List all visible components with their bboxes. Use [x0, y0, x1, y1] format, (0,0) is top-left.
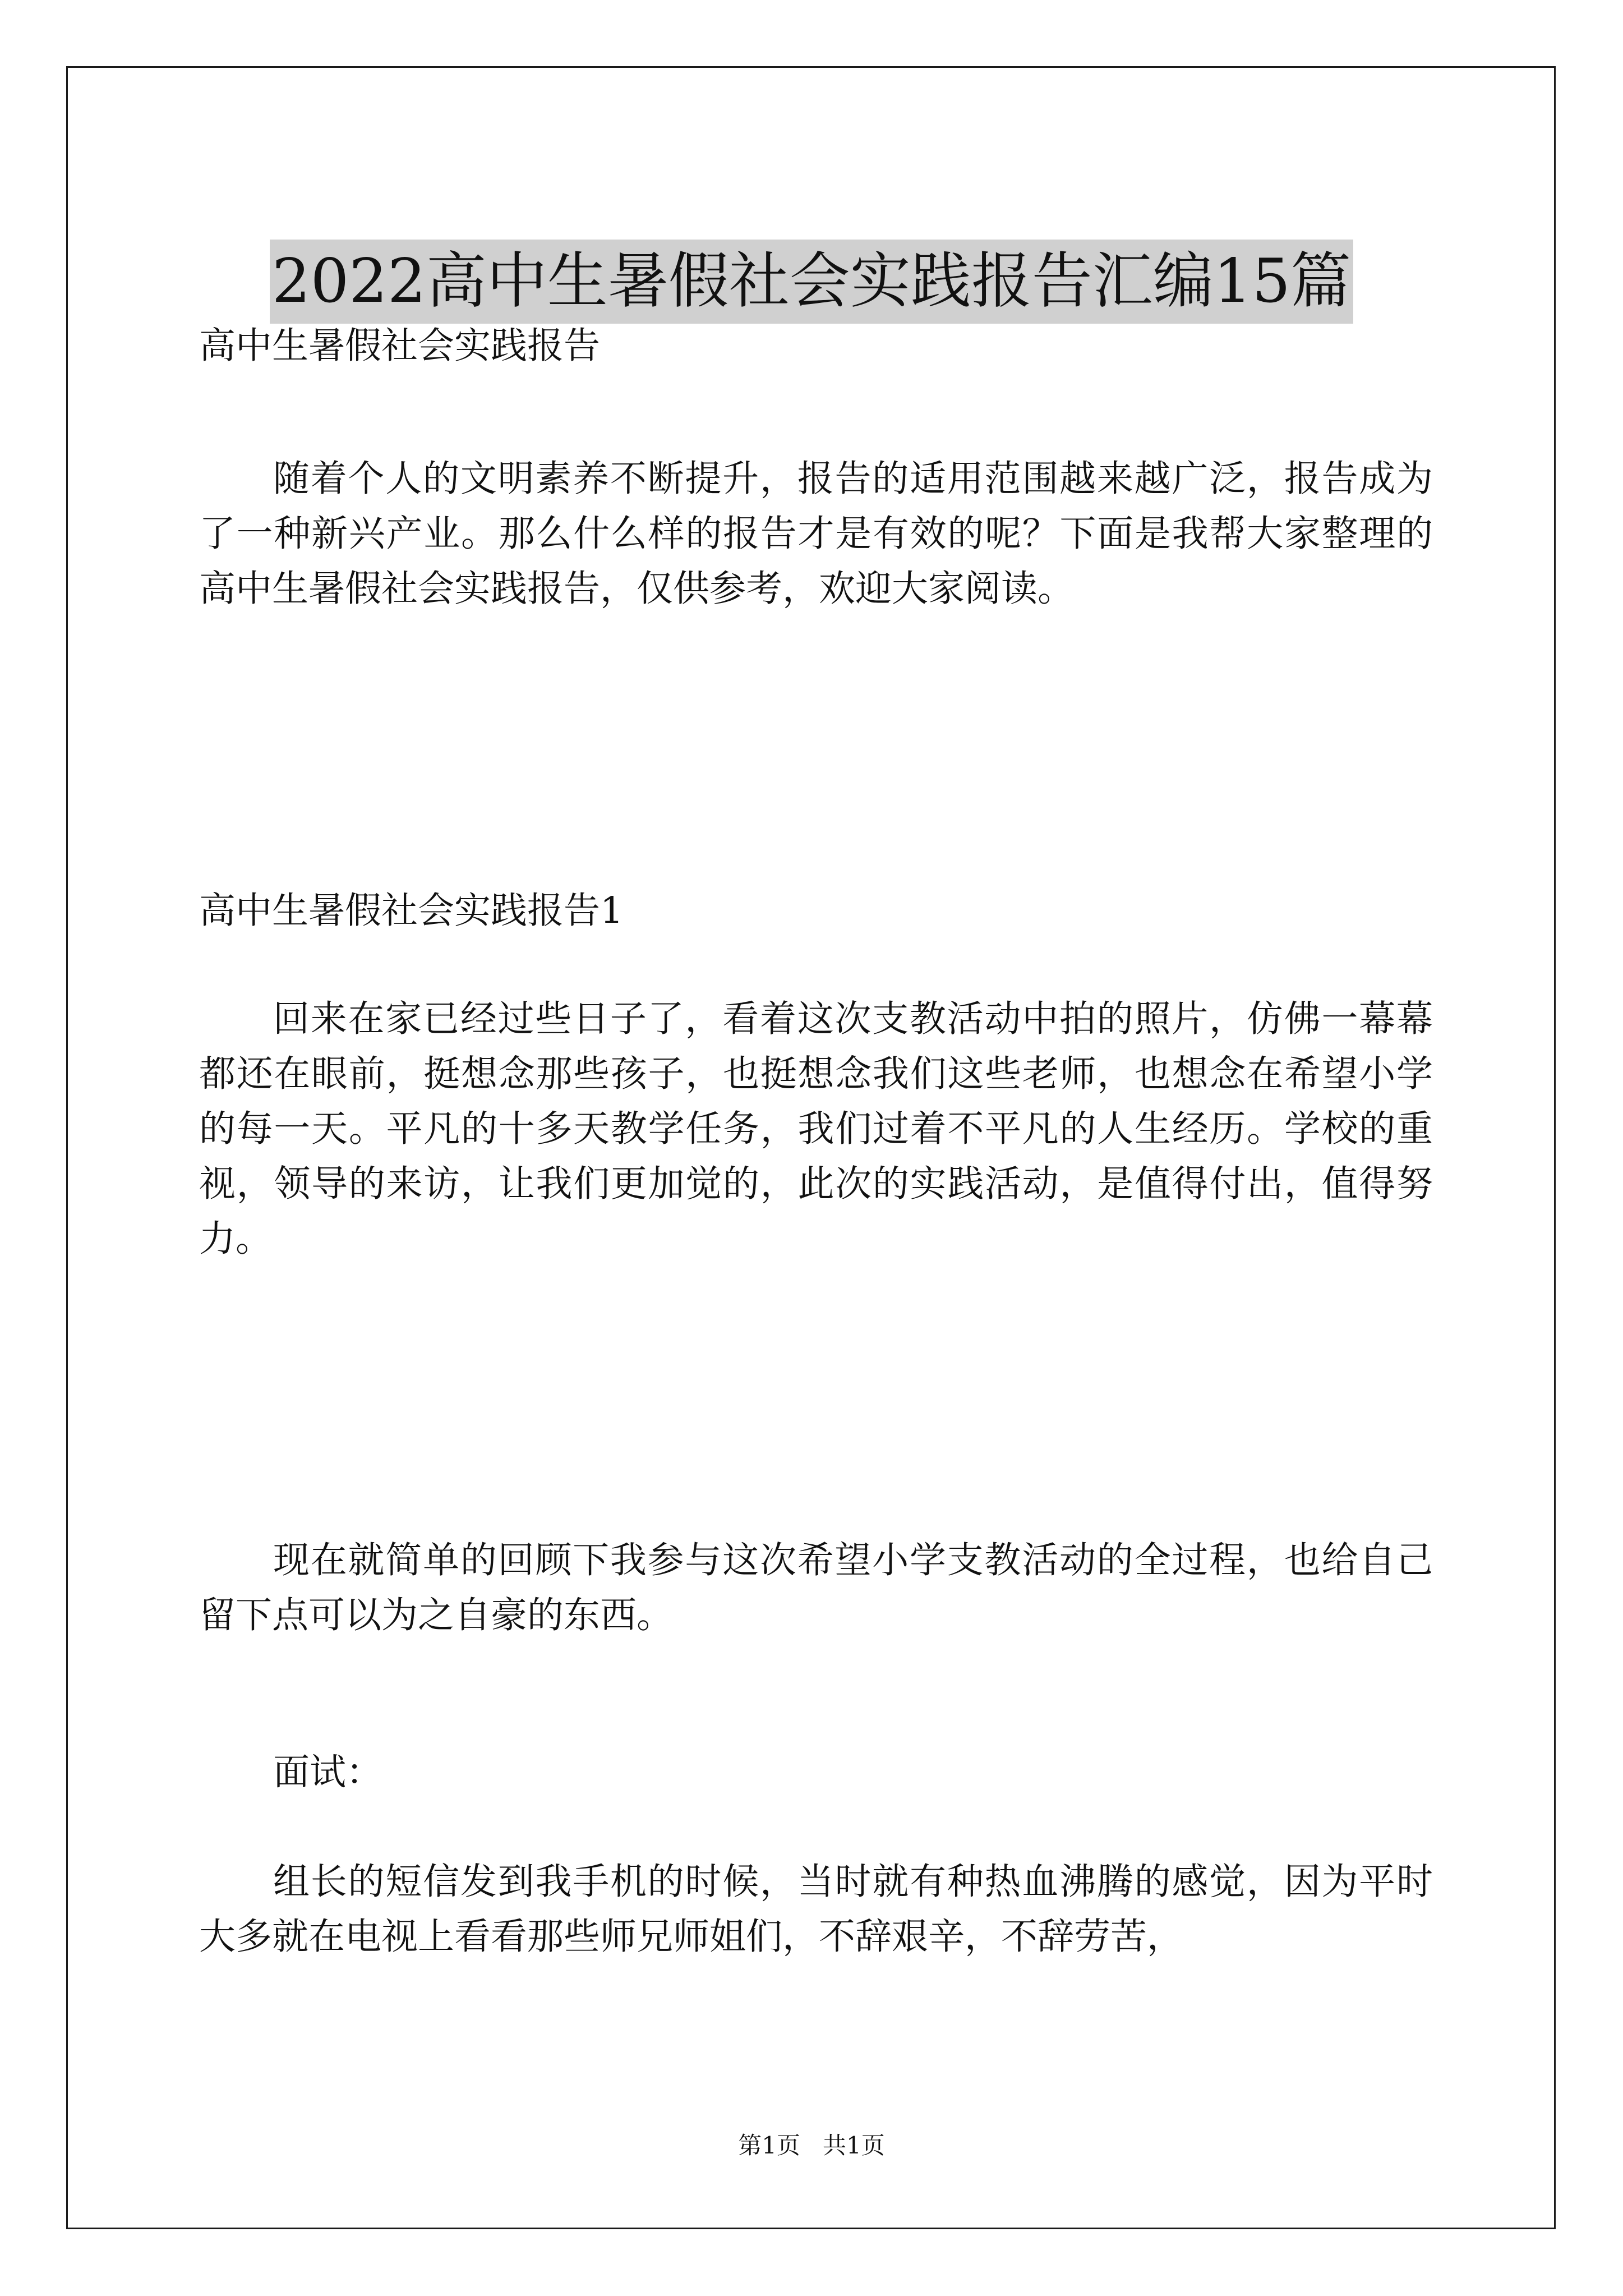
- paragraph-2: 现在就简单的回顾下我参与这次希望小学支教活动的全过程，也给自己留下点可以为之自豪的东西。: [199, 1539, 1433, 1636]
- paragraph-1: 回来在家已经过些日子了，看着这次支教活动中拍的照片，仿佛一幕幕都还在眼前，挺想念那些孩子，也挺想念我们这些老师，也想念在希望小学的每一天。平凡的十多天教学任务，我们过着不平凡的人生经历。学校的重视，领导的来访，让我们更加觉的，此次的实践活动，是值得付出，值得努力。: [199, 998, 1433, 1260]
- page-total: 共1页: [823, 2132, 885, 2159]
- section1-heading: 高中生暑假社会实践报告1: [199, 890, 624, 932]
- paragraph-3: 面试：: [273, 1751, 383, 1793]
- paragraph-4: 组长的短信发到我手机的时候，当时就有种热血沸腾的感觉，因为平时大多就在电视上看看那些师兄师姐们，不辞艰辛，不辞劳苦，: [199, 1861, 1433, 1958]
- intro-paragraph: 随着个人的文明素养不断提升，报告的适用范围越来越广泛，报告成为了一种新兴产业。那么什么样的报告才是有效的呢？下面是我帮大家整理的高中生暑假社会实践报告，仅供参考，欢迎大家阅读。: [199, 458, 1433, 610]
- page-footer: [0, 2129, 1623, 2162]
- document-title: 2022高中生暑假社会实践报告汇编15篇: [270, 240, 1353, 324]
- intro-heading: 高中生暑假社会实践报告: [199, 325, 601, 367]
- page-number: 第1页: [738, 2132, 800, 2159]
